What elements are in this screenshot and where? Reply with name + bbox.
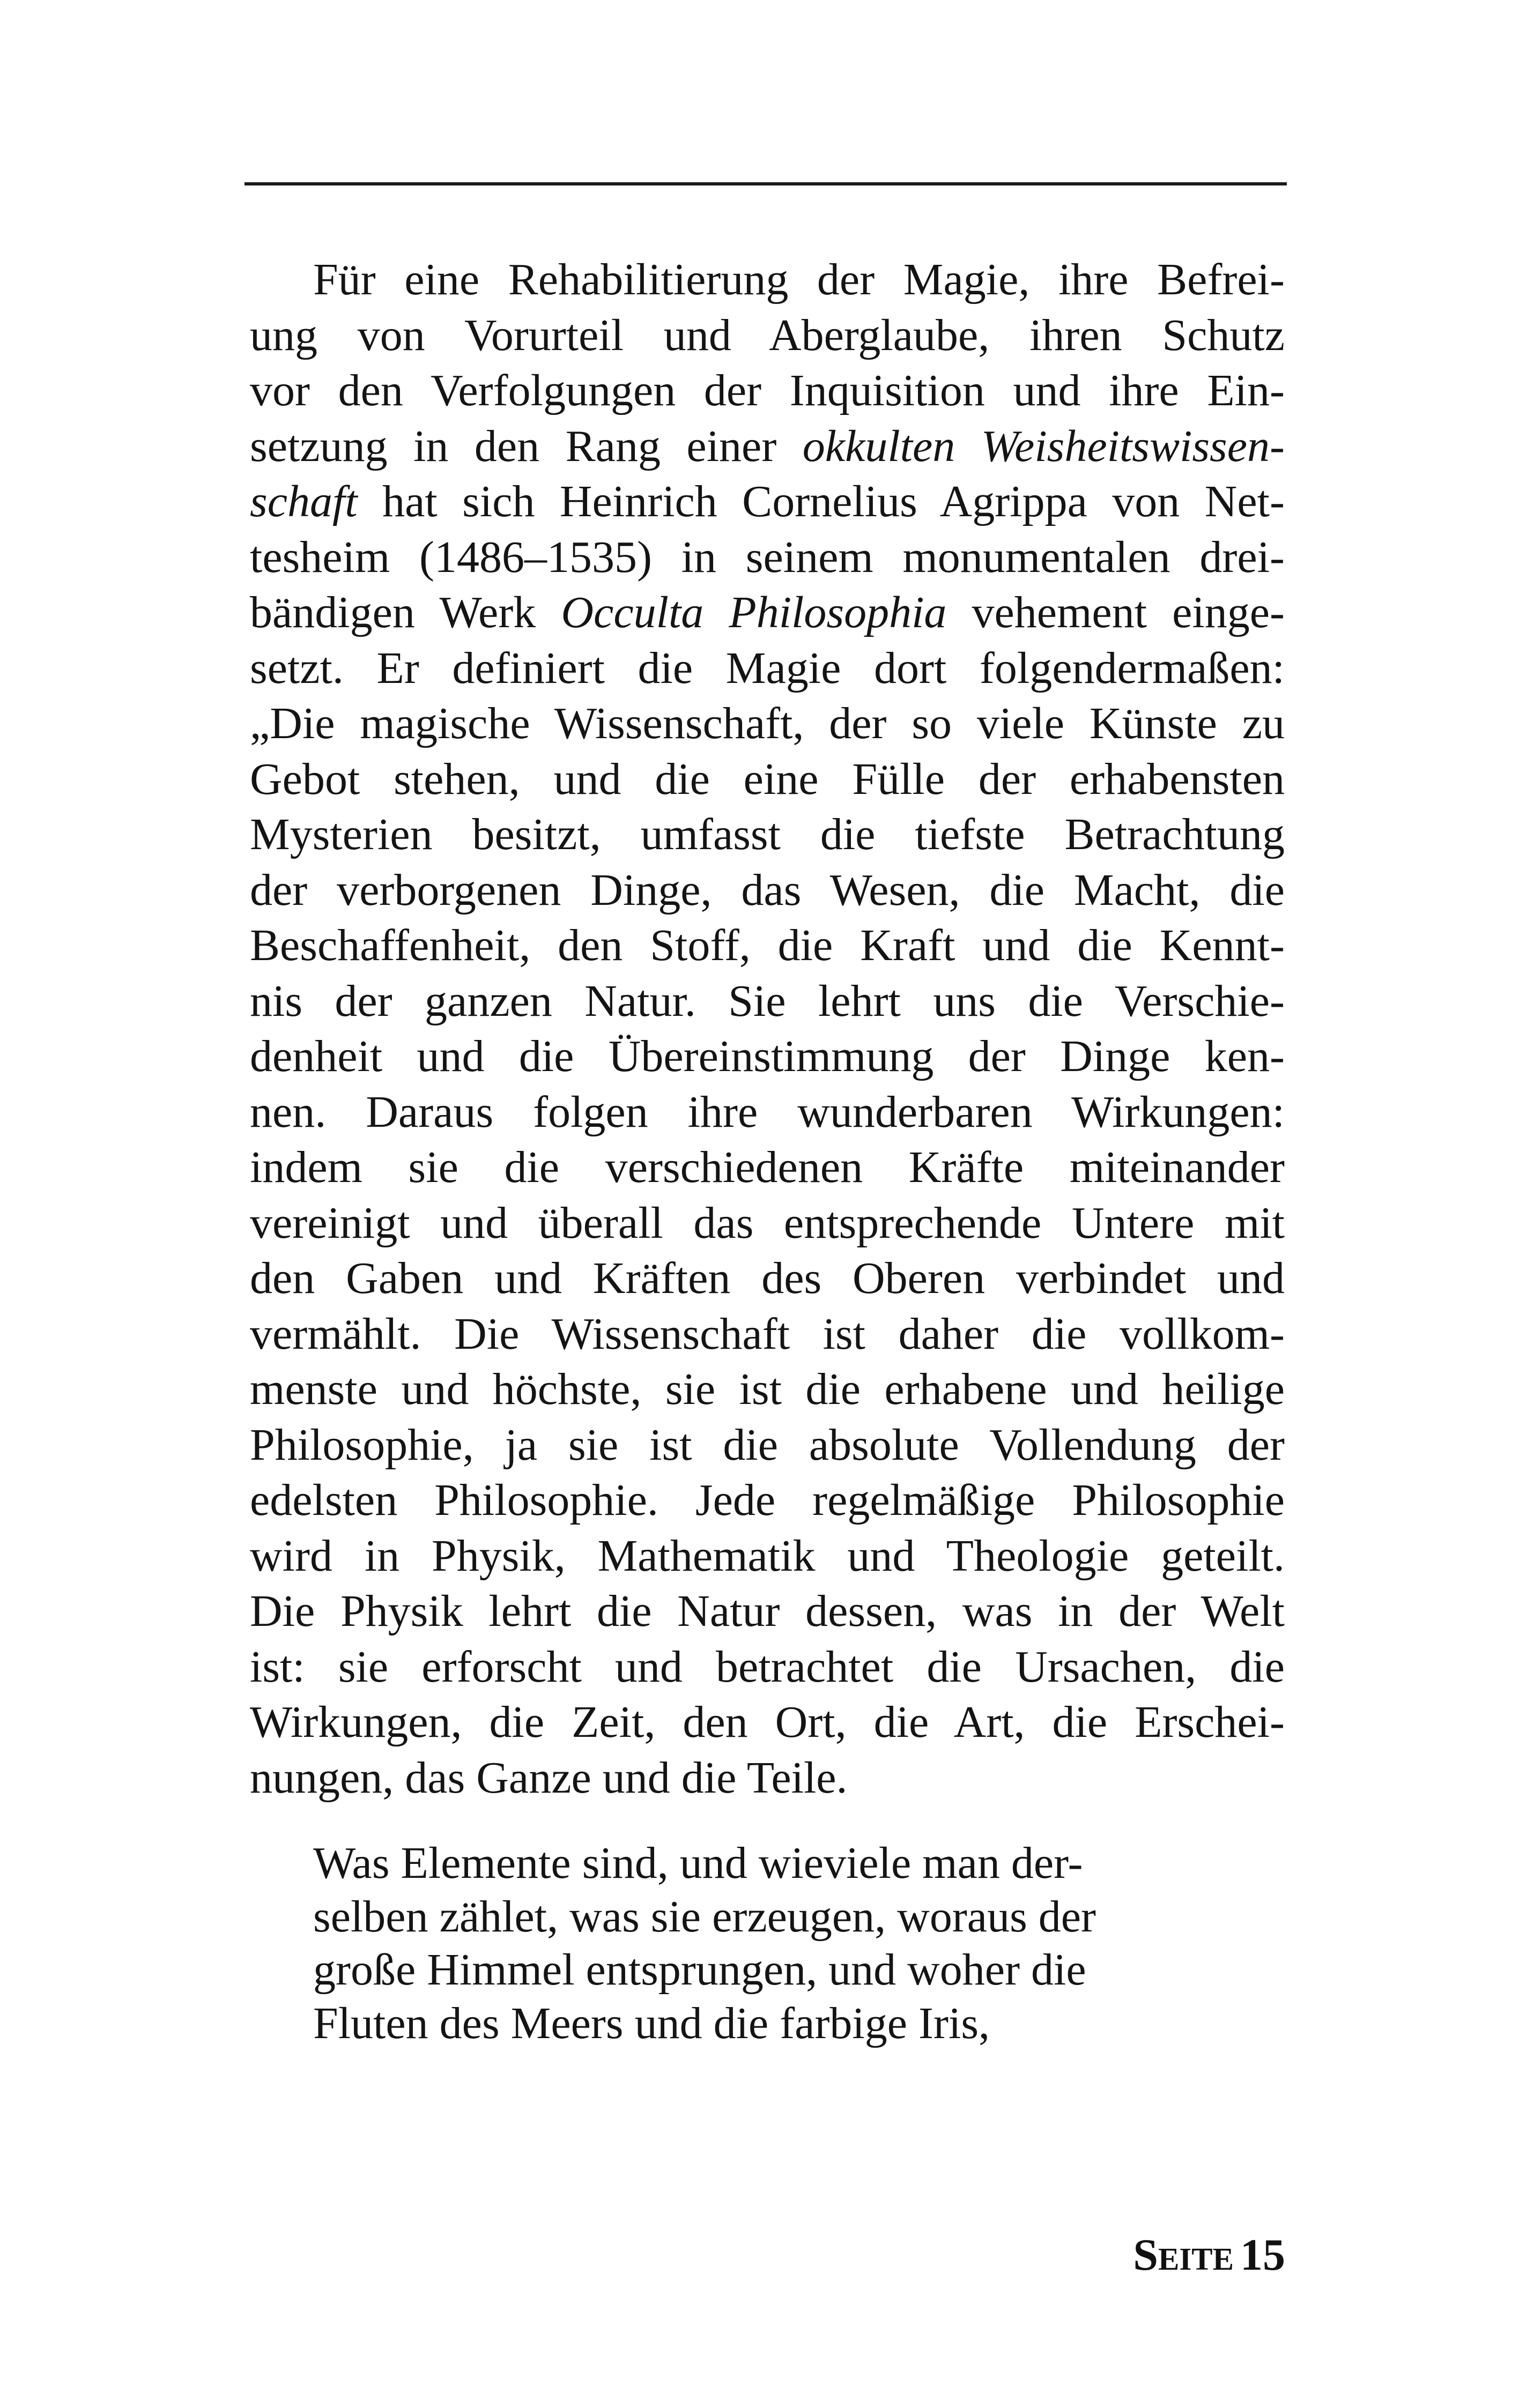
- verse-quotation: [313, 1837, 1182, 2050]
- paragraph-line: [250, 1750, 1285, 1806]
- page-footer: [1133, 2228, 1285, 2282]
- text-run: Für eine Rehabilitierung der Magie, ihre Befrei-: [313, 255, 1285, 304]
- italic-term: Occulta Philosophia: [561, 588, 947, 637]
- page-label: Seite: [1133, 2230, 1234, 2280]
- text-run: „Die magische Wissenschaft, der so viele Künste zu: [250, 698, 1285, 748]
- text-run: nungen, das Ganze und die Teile.: [250, 1752, 848, 1803]
- text-run: setzt. Er definiert die Magie dort folgendermaßen:: [250, 643, 1285, 693]
- italic-term: okkulten Weisheitswissen-: [802, 421, 1285, 471]
- paragraph-line: [250, 752, 1285, 807]
- verse-line: Fluten des Meers und die farbige Iris,: [313, 1998, 990, 2048]
- paragraph-line: [250, 1473, 1285, 1528]
- verse-line: Was Elemente sind, und wieviele man der-: [313, 1838, 1083, 1888]
- text-run: Philosophie, ja sie ist die absolute Vollendung der: [250, 1419, 1285, 1470]
- text-run: der verborgenen Dinge, das Wesen, die Macht, die: [250, 865, 1285, 915]
- page-number: 15: [1240, 2230, 1285, 2280]
- text-run: Wirkungen, die Zeit, den Ort, die Art, die Erschei-: [250, 1697, 1285, 1747]
- paragraph-line: [250, 308, 1285, 363]
- text-run: edelsten Philosophie. Jede regelmäßige Philosophie: [250, 1475, 1285, 1525]
- verse-line: selben zählet, was sie erzeugen, woraus der: [313, 1891, 1096, 1942]
- verse-line: große Himmel entsprungen, und woher die: [313, 1945, 1086, 1995]
- paragraph-line: [250, 696, 1285, 752]
- text-run: indem sie die verschiedenen Kräfte miteinander: [250, 1142, 1285, 1192]
- text-run: vereinigt und überall das entsprechende Untere mit: [250, 1198, 1285, 1248]
- paragraph-line: [250, 1084, 1285, 1140]
- text-run: vermählt. Die Wissenschaft ist daher die vollkom-: [250, 1309, 1285, 1359]
- text-run: wird in Physik, Mathematik und Theologie geteilt.: [250, 1530, 1285, 1581]
- text-run: hat sich Heinrich Cornelius Agrippa von Net-: [357, 477, 1285, 526]
- paragraph-line: [250, 363, 1285, 419]
- paragraph-line: [250, 1362, 1285, 1417]
- body-paragraph: [250, 252, 1285, 1805]
- text-run: bändigen Werk: [250, 588, 561, 637]
- text-run: nen. Daraus folgen ihre wunderbaren Wirkungen:: [250, 1087, 1285, 1137]
- paragraph-line: [250, 1694, 1285, 1750]
- paragraph-line: [250, 252, 1285, 308]
- text-run: Die Physik lehrt die Natur dessen, was in der Welt: [250, 1586, 1285, 1636]
- paragraph-line: [250, 1639, 1285, 1695]
- paragraph-line: [250, 1195, 1285, 1251]
- text-run: ung von Vorurteil und Aberglaube, ihren Schutz: [250, 310, 1285, 360]
- paragraph-line: [250, 1584, 1285, 1639]
- paragraph-line: [250, 918, 1285, 973]
- text-run: menste und höchste, sie ist die erhabene und heilige: [250, 1364, 1285, 1414]
- paragraph-line: [250, 973, 1285, 1029]
- italic-term: schaft: [250, 477, 358, 526]
- text-run: Beschaffenheit, den Stoff, die Kraft und die Kennt-: [250, 920, 1285, 970]
- header-rule: [244, 182, 1287, 185]
- paragraph-line: [250, 530, 1285, 585]
- paragraph-line: [250, 807, 1285, 863]
- paragraph-line: [250, 1417, 1285, 1473]
- text-run: denheit und die Übereinstimmung der Dinge ken-: [250, 1031, 1285, 1081]
- paragraph-line: [250, 1029, 1285, 1084]
- text-run: setzung in den Rang einer: [250, 421, 803, 471]
- paragraph-line: [250, 1528, 1285, 1584]
- text-run: ist: sie erforscht und betrachtet die Ursachen, die: [250, 1641, 1285, 1692]
- paragraph-line: [250, 419, 1285, 474]
- paragraph-line: [250, 585, 1285, 641]
- text-run: tesheim (1486–1535) in seinem monumentalen drei-: [250, 532, 1285, 582]
- paragraph-line: [250, 641, 1285, 696]
- paragraph-line: [250, 863, 1285, 918]
- paragraph-line: [250, 1306, 1285, 1362]
- text-run: den Gaben und Kräften des Oberen verbindet und: [250, 1253, 1285, 1303]
- text-run: Gebot stehen, und die eine Fülle der erhabensten: [250, 754, 1285, 804]
- paragraph-line: [250, 1140, 1285, 1195]
- paragraph-line: [250, 474, 1285, 530]
- text-run: vor den Verfolgungen der Inquisition und ihre Ein-: [250, 366, 1285, 415]
- text-run: nis der ganzen Natur. Sie lehrt uns die Verschie-: [250, 976, 1285, 1026]
- text-run: Mysterien besitzt, umfasst die tiefste Betrachtung: [250, 809, 1285, 859]
- text-run: vehement einge-: [946, 588, 1285, 637]
- paragraph-line: [250, 1251, 1285, 1306]
